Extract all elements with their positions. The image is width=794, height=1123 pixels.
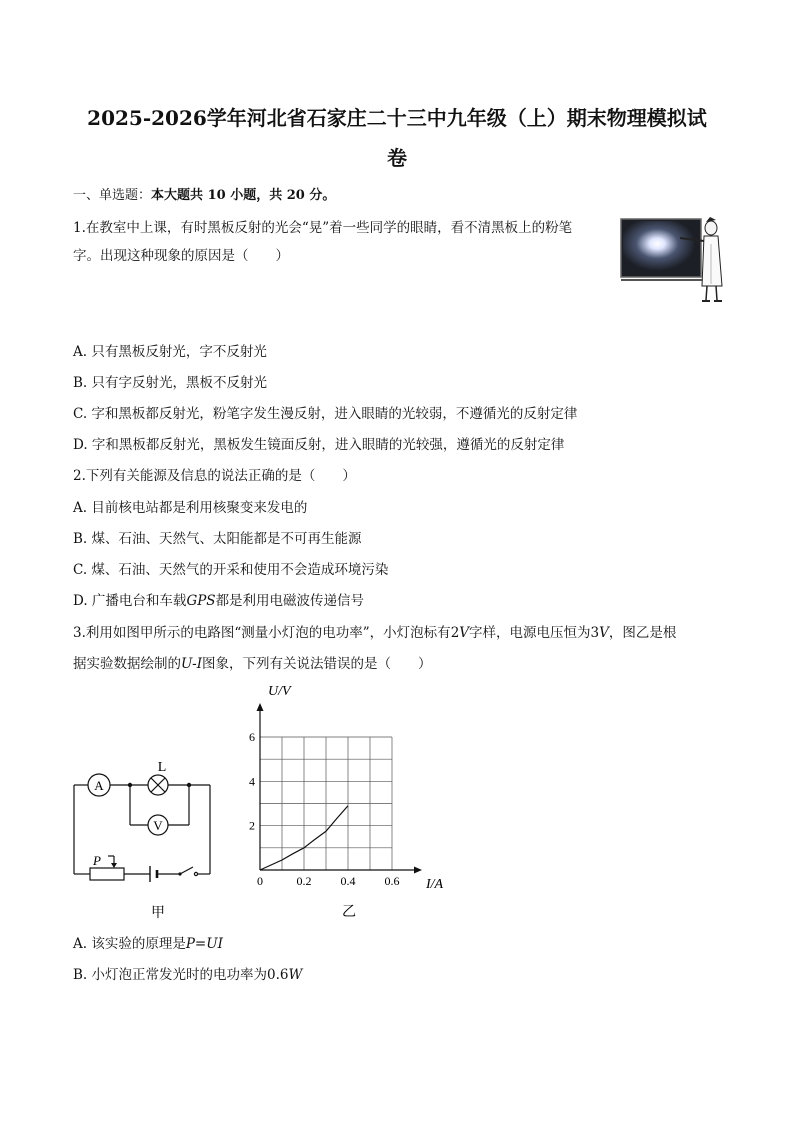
chart-grid — [260, 737, 392, 870]
q3-stem-line2: 据实验数据绘制的U-I图象，下列有关说法错误的是（ ） — [73, 656, 432, 672]
q1-stem-line2: 字。出现这种现象的原因是（ ） — [73, 248, 289, 264]
q1-option-c: C. 字和黑板都反射光，粉笔字发生漫反射，进入眼睛的光较弱，不遵循光的反射定律 — [73, 406, 578, 422]
q1-option-a: A. 只有黑板反射光，字不反射光 — [73, 344, 267, 360]
x-tick-label: 0.4 — [340, 874, 356, 888]
q1-option-b: B. 只有字反射光，黑板不反射光 — [73, 375, 268, 391]
q3-stem-line1: 3.利用如图甲所示的电路图“测量小灯泡的电功率”，小灯泡标有2V字样，电源电压恒为3V，图乙是根 — [73, 625, 677, 641]
ammeter-label: A — [94, 778, 104, 793]
q2-stem: 2.下列有关能源及信息的说法正确的是（ ） — [73, 468, 356, 484]
q2-option-a: A. 目前核电站都是利用核聚变来发电的 — [73, 500, 308, 516]
circuit-diagram — [66, 752, 222, 927]
x-tick-label: 0.2 — [296, 874, 312, 888]
x-axis-arrow — [414, 867, 422, 874]
circuit-caption: 甲 — [151, 906, 165, 921]
q3-option-b: B. 小灯泡正常发光时的电功率为0.6W — [73, 967, 303, 983]
q2-option-b: B. 煤、石油、天然气、太阳能都是不可再生能源 — [73, 531, 362, 547]
x-tick-label: 0 — [257, 874, 263, 888]
y-tick-label: 4 — [249, 774, 255, 789]
ui-graph — [238, 678, 460, 923]
q1-option-d: D. 字和黑板都反射光，黑板发生镜面反射，进入眼睛的光较强，遵循光的反射定律 — [73, 437, 565, 453]
y-axis-arrow — [257, 703, 264, 711]
slider-label: P — [93, 853, 101, 868]
q1-stem-line1: 1.在教室中上课，有时黑板反射的光会“晃”着一些同学的眼睛，看不清黑板上的粉笔 — [73, 220, 573, 236]
section-heading: 一、单选题：本大题共 10 小题，共 20 分。 — [73, 188, 336, 203]
q2-option-c: C. 煤、石油、天然气的开采和使用不会造成环境污染 — [73, 562, 389, 578]
chart-caption: 乙 — [342, 905, 356, 920]
y-tick-label: 2 — [249, 818, 255, 833]
y-tick-label: 6 — [249, 730, 255, 744]
x-axis-label: I/A — [426, 877, 444, 892]
exam-title-line2: 卷 — [387, 146, 407, 170]
voltmeter-label: V — [153, 818, 163, 833]
blackboard-teacher-image — [618, 214, 730, 304]
lamp-label: L — [157, 760, 167, 775]
y-axis-label: U/V — [268, 684, 291, 699]
q3-option-a: A. 该实验的原理是P=UI — [73, 936, 223, 952]
q2-option-d: D. 广播电台和车载GPS都是利用电磁波传递信号 — [73, 593, 365, 609]
x-tick-label: 0.6 — [384, 874, 400, 888]
exam-title-line1: 2025-2026学年河北省石家庄二十三中九年级（上）期末物理模拟试 — [87, 106, 707, 130]
